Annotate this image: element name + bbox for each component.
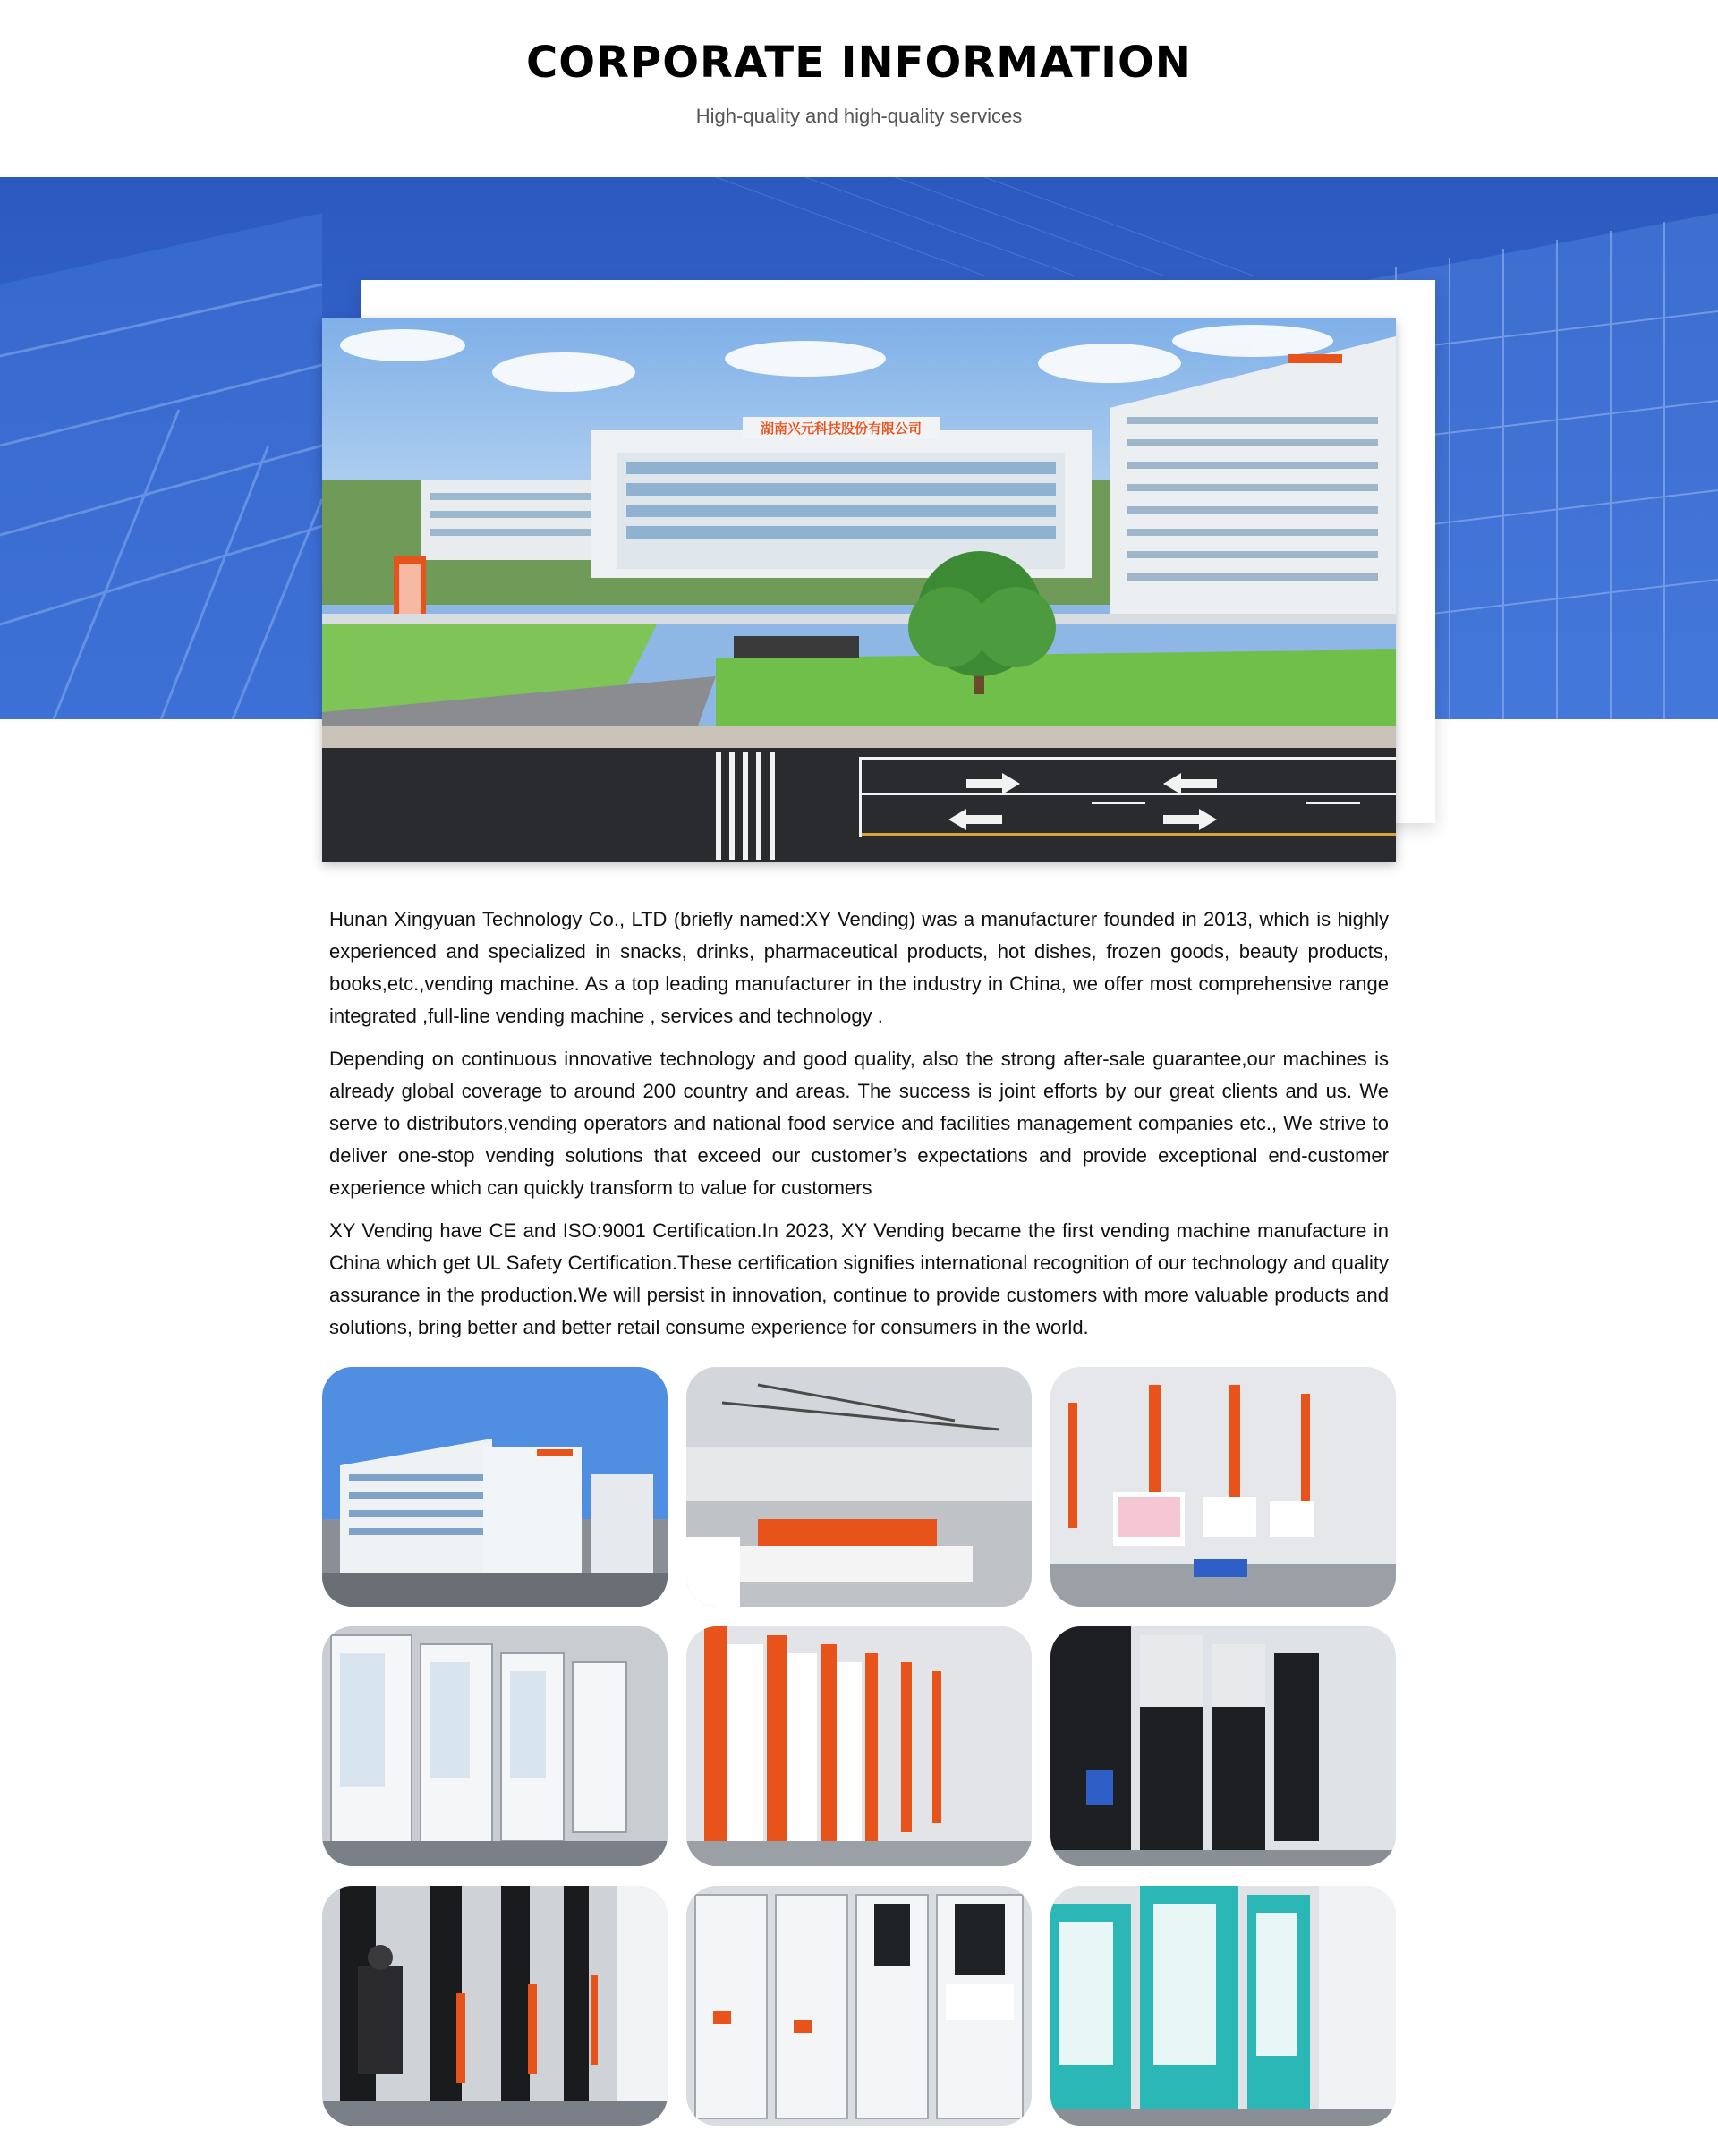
- description-paragraph-3: XY Vending have CE and ISO:9001 Certification.In 2023, XY Vending became the first vending machine manufacture in China which get UL Safety Certification.These certification signifies international recognition of our technology and quality assurance in the production.We will persist in innovation, continue to provide customers with more valuable products and solutions, bring better and better retail consume experience for consumers in the world.: [329, 1219, 1389, 1338]
- description-paragraph-2: Depending on continuous innovative technology and good quality, also the strong after-sale guarantee,our machines is already global coverage to around 200 country and areas. The success is joint efforts by our great clients and us. We serve to distributors,vending operators and national food service and facilities management companies etc., We strive to deliver one-stop vending solutions that exceed our customer’s expectations and provide exceptional end-customer experience which can quickly transform to value for customers: [329, 1048, 1389, 1199]
- campus-sign-text: 湖南兴元科技股份有限公司: [760, 420, 923, 437]
- page-title: CORPORATE INFORMATION: [526, 38, 1192, 88]
- description-paragraph-1: Hunan Xingyuan Technology Co., LTD (briefly named:XY Vending) was a manufacturer founded in 2013, which is highly experienced and specialized in snacks, drinks, pharmaceutical products, hot dishes, frozen goods, beauty products, books,etc.,vending machine. As a top leading manufacturer in the industry in China, we offer most comprehensive range integrated ,full-line vending machine , services and technology .: [329, 908, 1389, 1027]
- company-description: [329, 904, 1389, 1354]
- open-office-photo[interactable]: [686, 1367, 1032, 1607]
- page-header: [0, 0, 1718, 177]
- touchscreen-machines-photo[interactable]: [686, 1886, 1032, 2126]
- teal-machines-photo[interactable]: [1050, 1886, 1396, 2126]
- page-subtitle: High-quality and high-quality services: [695, 105, 1023, 127]
- white-machines-row-photo[interactable]: [322, 1626, 668, 1866]
- worker-assembly-photo[interactable]: [322, 1886, 668, 2126]
- campus-illustration: [322, 318, 1396, 862]
- black-machines-row-photo[interactable]: [1050, 1626, 1396, 1866]
- assembly-line-photo[interactable]: [1050, 1367, 1396, 1607]
- orange-frames-row-photo[interactable]: [686, 1626, 1032, 1866]
- company-campus-image: [322, 318, 1396, 862]
- office-building-photo[interactable]: [322, 1367, 668, 1607]
